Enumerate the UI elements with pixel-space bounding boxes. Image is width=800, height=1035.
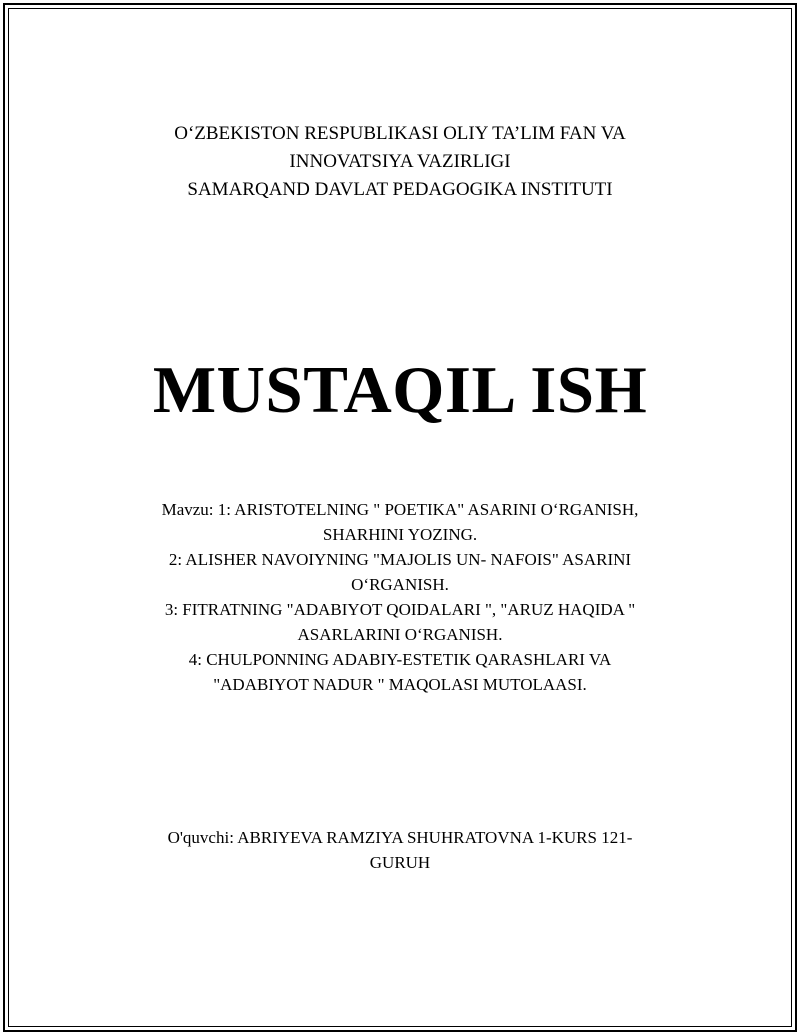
document-title: MUSTAQIL ISH — [152, 353, 648, 427]
topic-line: 3: FITRATNING "ADABIYOT QOIDALARI ", "ARUZ HAQIDA " — [164, 600, 636, 619]
topic-line: Mavzu: 1: ARISTOTELNING " POETIKA" ASARINI O‘RGANISH, — [161, 500, 639, 519]
header-line: INNOVATSIYA VAZIRLIGI — [289, 151, 511, 172]
student-info — [120, 825, 680, 875]
topic-line: O‘RGANISH. — [351, 575, 449, 594]
topic-line: SHARHINI YOZING. — [322, 525, 478, 544]
topic-line: ASARLARINI O‘RGANISH. — [297, 625, 503, 644]
institution-header — [100, 120, 700, 204]
topics-block — [120, 497, 680, 697]
student-line: O'quvchi: ABRIYEVA RAMZIYA SHUHRATOVNA 1-KURS 121- — [167, 828, 633, 847]
topic-line: "ADABIYOT NADUR " MAQOLASI MUTOLAASI. — [213, 675, 587, 694]
topic-line: 2: ALISHER NAVOIYNING "MAJOLIS UN- NAFOIS" ASARINI — [168, 550, 632, 569]
header-line: SAMARQAND DAVLAT PEDAGOGIKA INSTITUTI — [187, 179, 613, 200]
topic-line: 4: CHULPONNING ADABIY-ESTETIK QARASHLARI VA — [188, 650, 612, 669]
student-line: GURUH — [369, 853, 431, 872]
header-line: O‘ZBEKISTON RESPUBLIKASI OLIY TA’LIM FAN VA — [174, 123, 626, 144]
